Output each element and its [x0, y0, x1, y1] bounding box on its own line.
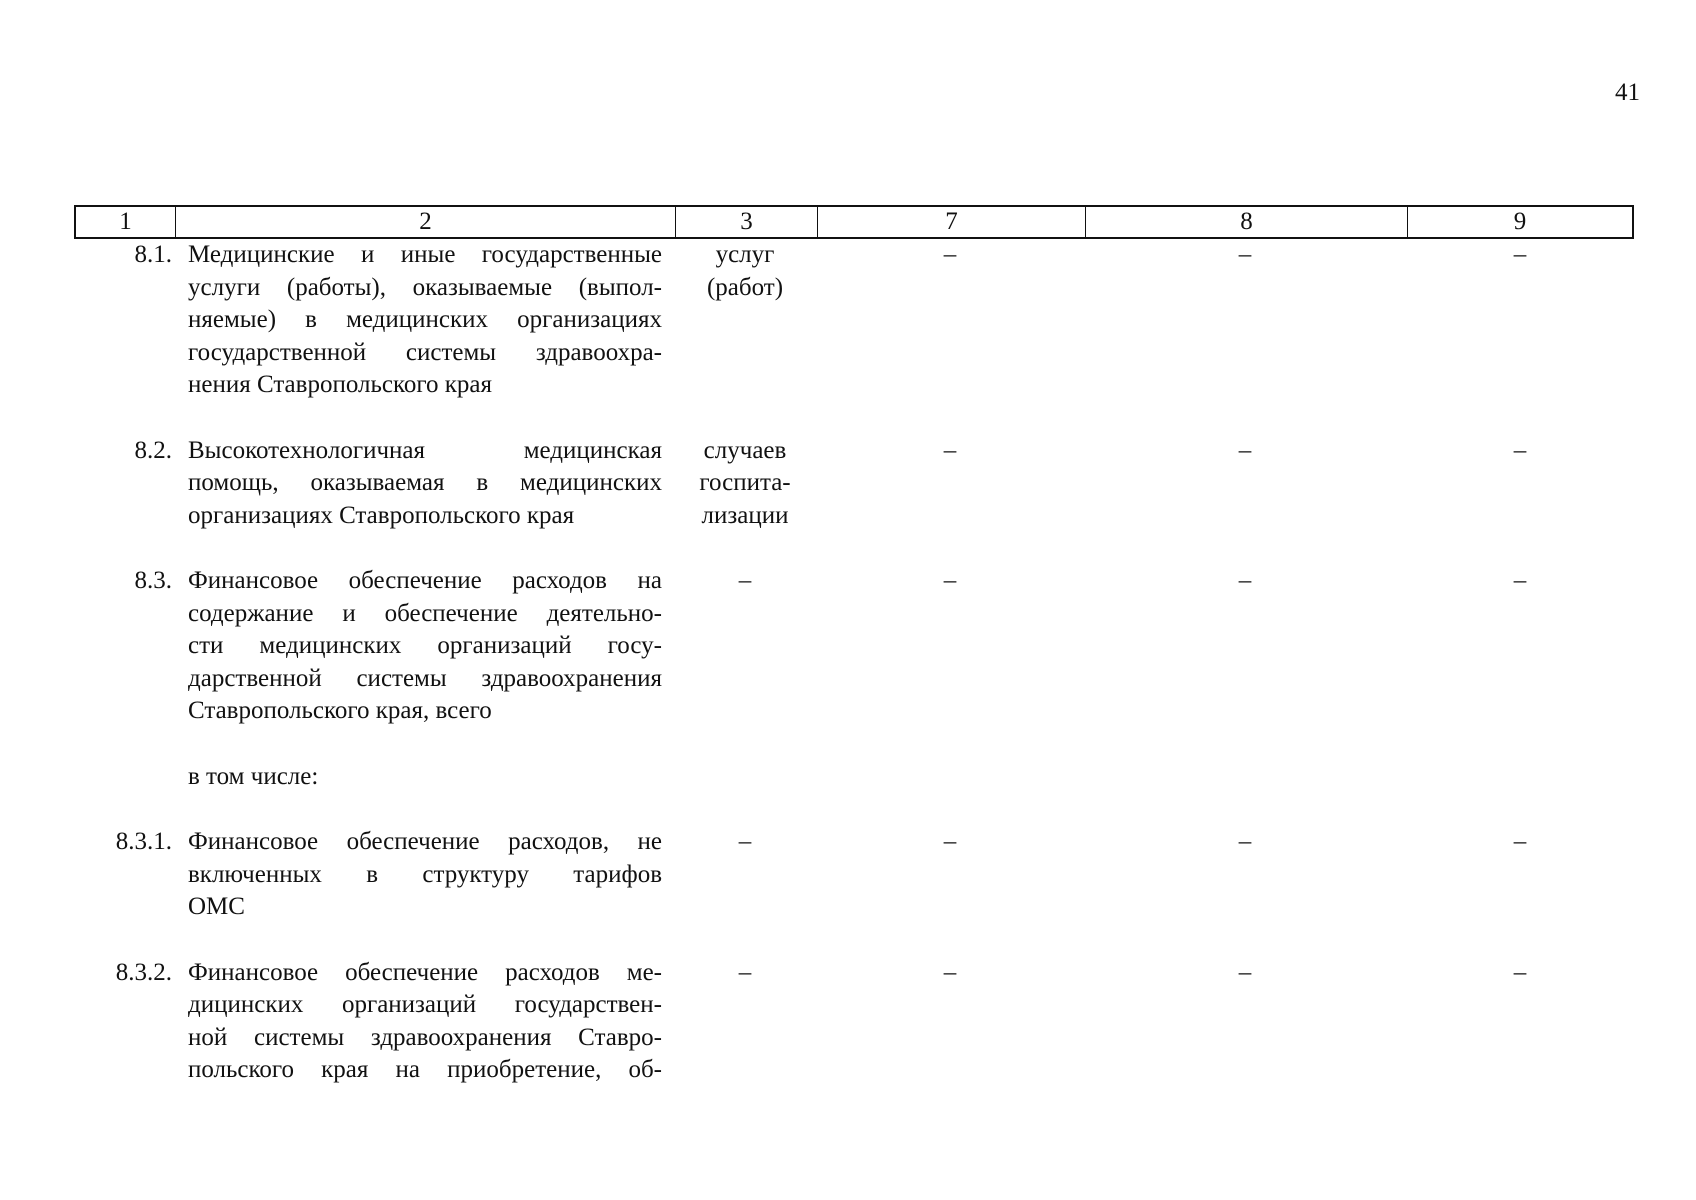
row-spacer	[74, 793, 1634, 826]
header-col-7: 7	[818, 207, 1086, 237]
row-unit	[674, 957, 816, 1087]
row-number: 8.3.	[134, 567, 172, 594]
header-col-9: 9	[1513, 208, 1527, 235]
table-row	[74, 239, 1634, 402]
row-col-9: –	[1513, 958, 1527, 986]
row-name-line: Высокотехнологичная медицинская	[188, 436, 662, 464]
row-unit-line: госпита-	[699, 469, 791, 496]
row-col-8: –	[1238, 567, 1252, 594]
row-col-7: –	[943, 567, 957, 594]
row-name	[174, 239, 674, 402]
row-name-line: государственной системы здравоохра-	[188, 338, 662, 366]
table-row	[74, 435, 1634, 533]
header-col-2: 2	[176, 207, 676, 237]
row-name-line: дарственной системы здравоохранения	[188, 664, 662, 692]
row-name	[174, 435, 674, 533]
row-col-8: –	[1238, 241, 1252, 268]
row-name-line: организациях Ставропольского края	[188, 501, 575, 529]
row-name-line: дицинских организаций государствен-	[188, 991, 662, 1018]
row-name	[174, 826, 674, 924]
row-unit-line: –	[738, 958, 752, 986]
row-col-8: –	[1238, 958, 1252, 986]
row-name-line: ОМС	[188, 893, 245, 920]
header-col-1: 1	[76, 207, 176, 237]
page-number: 41	[1615, 79, 1640, 106]
table-row	[74, 761, 1634, 794]
row-col-9: –	[1513, 828, 1527, 855]
row-name-line: Финансовое обеспечение расходов, не	[188, 828, 662, 855]
row-name-line: няемые) в медицинских организациях	[188, 306, 662, 333]
row-col-8: –	[1238, 828, 1252, 855]
table-row	[74, 826, 1634, 924]
row-unit-line: услуг	[715, 241, 775, 268]
row-unit-line: (работ)	[706, 273, 784, 301]
row-unit-line: случаев	[703, 436, 787, 464]
row-unit	[674, 826, 816, 924]
row-name-line: Ставропольского края, всего	[188, 697, 492, 724]
row-name-line: включенных в структуру тарифов	[188, 860, 662, 888]
row-unit	[674, 435, 816, 533]
row-name	[174, 761, 674, 794]
row-name-line: ной системы здравоохранения Ставро-	[188, 1023, 662, 1051]
row-name-line: содержание и обеспечение деятельно-	[188, 599, 662, 627]
table-row	[74, 565, 1634, 728]
row-col-7	[816, 761, 1084, 794]
row-name-line: помощь, оказываемая в медицинских	[188, 469, 662, 496]
row-col-9: –	[1513, 241, 1527, 268]
row-name-line: в том числе:	[188, 762, 319, 790]
row-unit	[674, 565, 816, 728]
row-spacer	[74, 402, 1634, 435]
row-unit	[674, 239, 816, 402]
row-number: 8.3.2.	[115, 958, 172, 986]
row-unit	[674, 761, 816, 794]
row-spacer	[74, 924, 1634, 957]
row-unit-line: –	[738, 828, 752, 855]
row-name-line: Финансовое обеспечение расходов ме-	[188, 958, 662, 986]
row-spacer	[74, 532, 1634, 565]
row-number: 8.3.1.	[115, 828, 172, 855]
row-unit-line: –	[738, 567, 752, 594]
row-number	[74, 761, 174, 794]
row-name-line: Финансовое обеспечение расходов на	[188, 567, 662, 594]
row-name	[174, 957, 674, 1087]
row-name-line: польского края на приобретение, об-	[188, 1056, 662, 1083]
row-number: 8.2.	[134, 436, 172, 464]
row-name-line: сти медицинских организаций госу-	[188, 632, 662, 659]
table-body	[74, 239, 1634, 1087]
row-spacer	[74, 728, 1634, 761]
row-col-9: –	[1513, 436, 1527, 464]
header-col-3: 3	[676, 207, 818, 237]
row-unit-line: лизации	[701, 501, 789, 529]
row-col-8	[1084, 761, 1406, 794]
row-name	[174, 565, 674, 728]
table-header	[74, 205, 1634, 239]
table-row	[74, 957, 1634, 1087]
row-col-7: –	[943, 436, 957, 464]
row-col-7: –	[943, 241, 957, 268]
row-col-9	[1406, 761, 1634, 794]
row-number: 8.1.	[134, 241, 172, 268]
row-name-line: услуги (работы), оказываемые (выпол-	[188, 273, 662, 301]
row-name-line: Медицинские и иные государственные	[188, 241, 662, 268]
row-col-7: –	[943, 828, 957, 855]
row-name-line: нения Ставропольского края	[188, 371, 492, 398]
header-col-8: 8	[1086, 207, 1408, 237]
row-col-9: –	[1513, 567, 1527, 594]
row-col-7: –	[943, 958, 957, 986]
row-col-8: –	[1238, 436, 1252, 464]
